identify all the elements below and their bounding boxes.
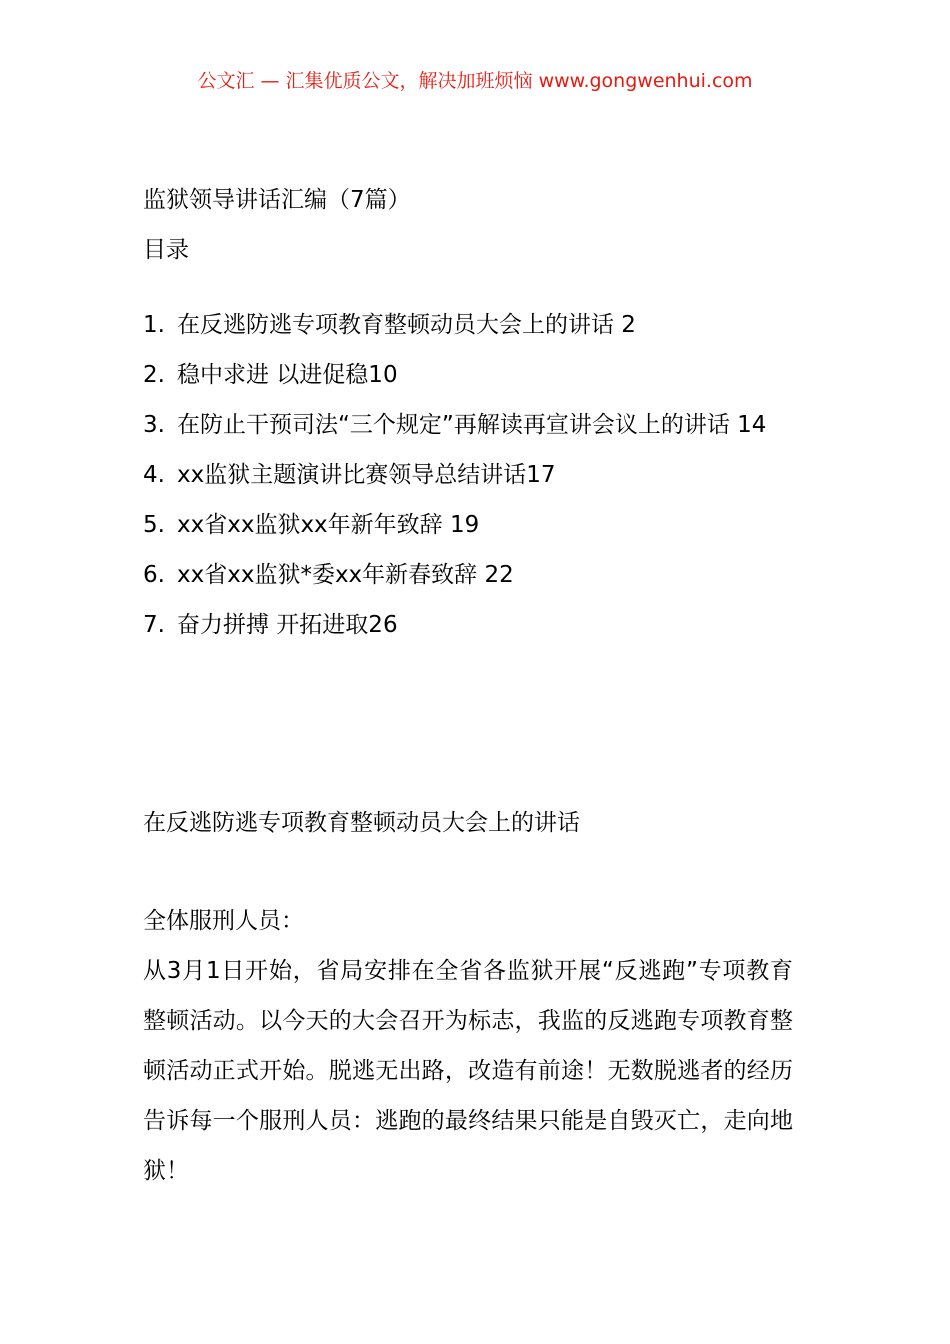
toc-item-text: 在反逃防逃专项教育整顿动员大会上的讲话 2	[177, 312, 636, 338]
toc-item-number: 4.	[143, 462, 165, 488]
salutation: 全体服刑人员：	[143, 908, 304, 934]
toc-heading: 目录	[143, 237, 189, 263]
toc-item-number: 2.	[143, 362, 165, 388]
toc-item-text: xx省xx监狱xx年新年致辞 19	[177, 512, 480, 538]
toc-item-number: 7.	[143, 612, 165, 638]
toc-item-text: 稳中求进 以进促稳10	[177, 362, 398, 388]
toc-item	[143, 600, 803, 650]
toc-item	[143, 550, 803, 600]
toc-item-number: 5.	[143, 512, 165, 538]
toc-item-text: 奋力拼搏 开拓进取26	[177, 612, 398, 638]
body-paragraph: 从3月1日开始，省局安排在全省各监狱开展“反逃跑”专项教育整顿活动。以今天的大会召开为标志，我监的反逃跑专项教育整顿活动正式开始。脱逃无出路，改造有前途！无数脱逃者的经历告诉每一个服刑人员：逃跑的最终结果只能是自毁灭亡，走向地狱！	[143, 958, 793, 1184]
table-of-contents	[143, 300, 803, 650]
site-header-banner: 公文汇 — 汇集优质公文，解决加班烦恼 www.gongwenhui.com	[197, 70, 753, 92]
toc-item-text: xx省xx监狱*委xx年新春致辞 22	[177, 562, 514, 588]
toc-item-text: 在防止干预司法“三个规定”再解读再宣讲会议上的讲话 14	[177, 412, 767, 438]
toc-item-number: 6.	[143, 562, 165, 588]
section-title: 在反逃防逃专项教育整顿动员大会上的讲话	[143, 810, 580, 836]
document-title: 监狱领导讲话汇编（7篇）	[143, 187, 411, 213]
toc-item	[143, 450, 803, 500]
toc-item-text: xx监狱主题演讲比赛领导总结讲话17	[177, 462, 556, 488]
toc-item	[143, 400, 803, 450]
toc-item	[143, 500, 803, 550]
toc-item	[143, 350, 803, 400]
toc-item-number: 3.	[143, 412, 165, 438]
toc-item	[143, 300, 803, 350]
toc-item-number: 1.	[143, 312, 165, 338]
